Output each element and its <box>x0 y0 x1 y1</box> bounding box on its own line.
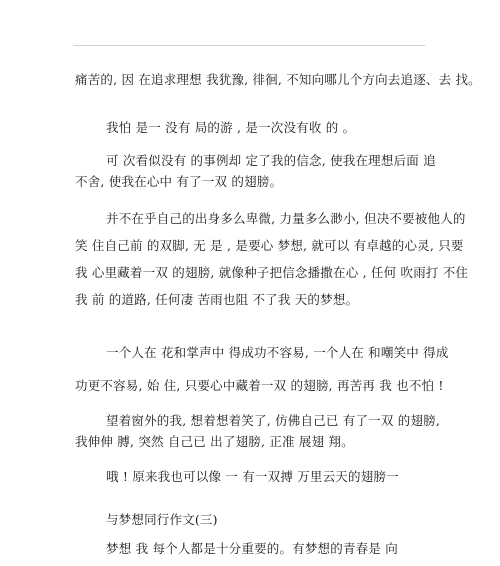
text-line-5: 并不在乎自己的出身多么卑微, 力量多么渺小, 但决不要被他人的 <box>106 211 466 226</box>
text-line-10: 功更不容易, 始 住, 只要心中藏着一双 的翅膀, 再苦再 我 也不怕 ! <box>75 378 444 393</box>
text-line-3: 可 次看似没有 的事例却 定了我的信念, 使我在理想后面 追 <box>106 153 436 168</box>
text-line-12: 我伸伸 膊, 突然 自己已 出了翅膀, 正准 展翅 翔。 <box>75 434 354 449</box>
text-line-8: 我 前 的道路, 任何凄 苦雨也阻 不了我 天的梦想。 <box>75 292 359 307</box>
section-heading: 与梦想同行作文(三) <box>106 512 218 527</box>
text-line-15: 梦想 我 每个人都是十分重要的。有梦想的青春是 向 <box>106 541 398 556</box>
text-line-13: 哦 ! 原来我也可以像 一 有一双搏 万里云天的翅膀一 <box>106 469 399 484</box>
text-line-6: 笑 住自己前 的双脚, 无 是 , 是要心 梦想, 就可以 有卓越的心灵, 只要 <box>75 238 464 253</box>
text-line-2: 我怕 是一 没有 局的游 , 是一次没有收 的 。 <box>106 120 356 135</box>
text-line-9: 一个人在 花和掌声中 得成功不容易, 一个人在 和嘲笑中 得成 <box>106 345 449 360</box>
text-line-11: 望着窗外的我, 想着想着笑了, 仿佛自己已 有了一双 的翅膀, <box>106 413 441 428</box>
top-divider <box>73 45 425 46</box>
text-line-7: 我 心里藏着一双 的翅膀, 就像种子把信念播撒在心 , 任何 吹雨打 不住 <box>75 265 469 280</box>
text-line-4: 不舍, 使我在心中 有了一双 的翅膀。 <box>75 174 283 189</box>
text-line-1: 痛苦的, 因 在追求理想 我犹豫, 徘徊, 不知向哪儿个方向去追逐、去 找。 <box>75 72 481 87</box>
